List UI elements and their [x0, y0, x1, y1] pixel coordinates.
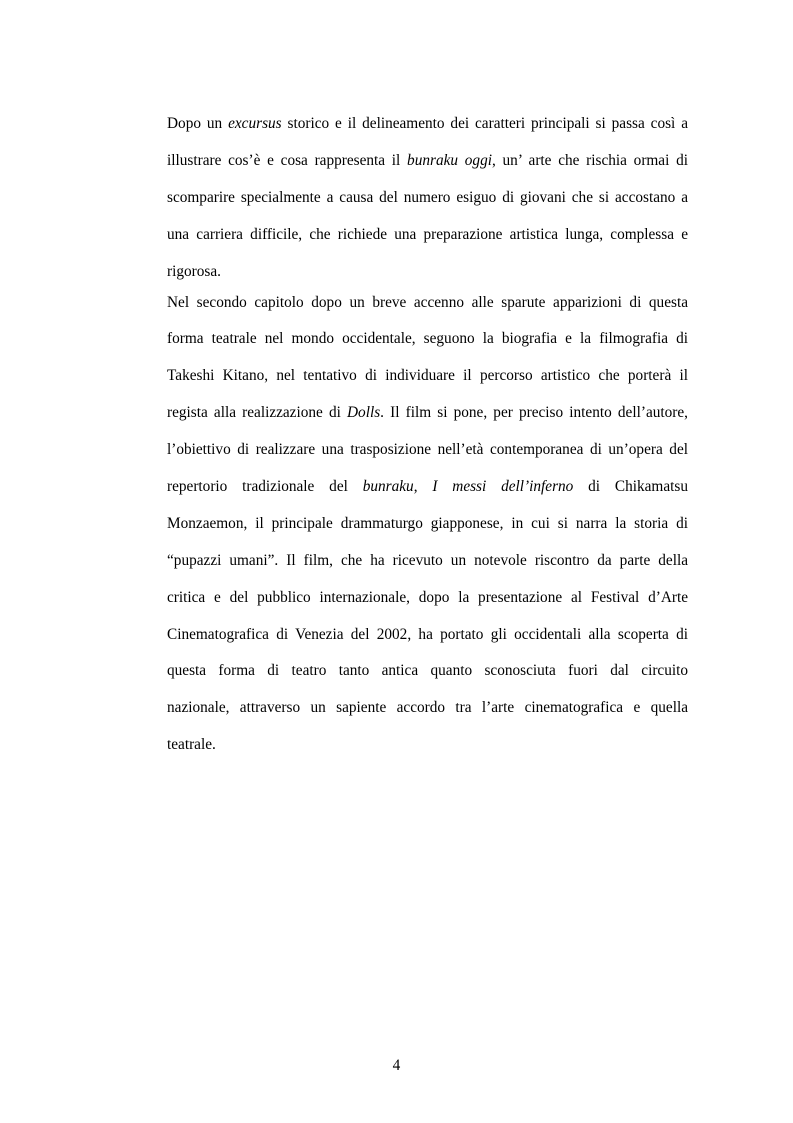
text-line	[167, 474, 688, 511]
text-line	[167, 658, 688, 695]
paragraph	[167, 111, 688, 290]
text-run: l’obiettivo di realizzare una trasposizione nell’età contemporanea di un’opera del	[167, 441, 688, 459]
text-line	[167, 622, 688, 659]
text-run: questa forma di teatro tanto antica quanto sconosciuta fuori dal circuito	[167, 662, 688, 680]
text-line	[167, 732, 688, 769]
italic-text: I messi dell’inferno	[432, 478, 574, 496]
text-line	[167, 400, 688, 437]
text-line	[167, 511, 688, 548]
italic-text: excursus	[228, 115, 282, 132]
body-text	[167, 111, 688, 769]
text-run: , un’ arte che rischia ormai di	[491, 151, 688, 169]
text-run: Nel secondo capitolo dopo un breve accenno alle sparute apparizioni di questa	[167, 293, 688, 311]
text-run: Cinematografica di Venezia del 2002, ha portato gli occidentali alla scoperta di	[167, 625, 688, 643]
paragraph	[167, 290, 688, 770]
text-run: critica e del pubblico internazionale, dopo la presentazione al Festival d’Arte	[167, 588, 688, 606]
text-line	[167, 363, 688, 400]
text-run: ,	[413, 478, 433, 496]
text-line	[167, 148, 688, 185]
text-run: nazionale, attraverso un sapiente accordo tra l’arte cinematografica e quella	[167, 699, 688, 717]
text-run: illustrare cos’è e cosa rappresenta il	[167, 151, 408, 169]
text-line	[167, 111, 688, 148]
text-run: “pupazzi umani”. Il film, che ha ricevuto un notevole riscontro da parte della	[167, 551, 688, 569]
text-run: Dopo un	[167, 115, 229, 132]
text-run: forma teatrale nel mondo occidentale, seguono la biografia e la filmografia di	[167, 330, 688, 348]
text-run: storico e il delineamento dei caratteri principali si passa così a	[281, 115, 688, 132]
text-line	[167, 185, 688, 222]
text-run: Takeshi Kitano, nel tentativo di individuare il percorso artistico che porterà il	[167, 367, 688, 385]
text-run: rigorosa.	[167, 262, 221, 280]
text-run: regista alla realizzazione di	[167, 404, 347, 422]
italic-text: Dolls	[347, 404, 381, 422]
text-run: teatrale.	[167, 736, 216, 754]
text-line	[167, 548, 688, 585]
italic-text: bunraku	[362, 478, 414, 496]
text-run: di Chikamatsu	[573, 478, 688, 496]
text-line	[167, 695, 688, 732]
text-run: . Il film si pone, per preciso intento dell’autore,	[380, 404, 688, 422]
text-run: repertorio tradizionale del	[167, 478, 363, 496]
text-run: scomparire specialmente a causa del numero esiguo di giovani che si accostano a	[167, 188, 688, 206]
text-line	[167, 326, 688, 363]
text-run: Monzaemon, il principale drammaturgo giapponese, in cui si narra la storia di	[167, 514, 688, 532]
text-line	[167, 259, 688, 290]
page-number: 4	[392, 1057, 401, 1074]
text-run: una carriera difficile, che richiede una preparazione artistica lunga, complessa e	[167, 225, 688, 243]
text-line	[167, 290, 688, 327]
text-line	[167, 222, 688, 259]
text-line	[167, 585, 688, 622]
italic-text: bunraku oggi	[407, 151, 492, 169]
text-line	[167, 437, 688, 474]
